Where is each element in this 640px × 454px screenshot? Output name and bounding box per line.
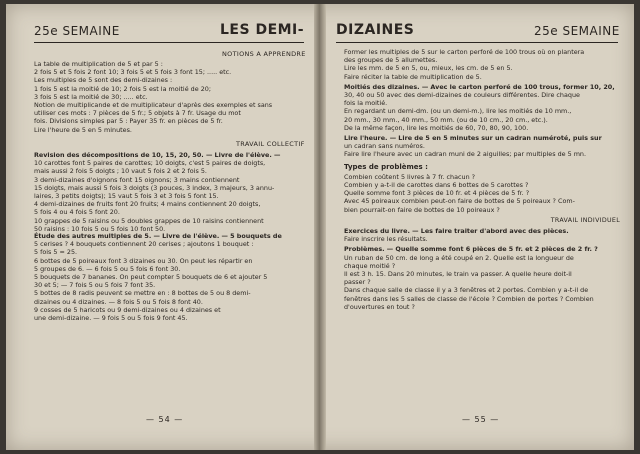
left-page-number: — 54 — (146, 415, 184, 424)
left-week-label: 25e SEMAINE (34, 24, 120, 38)
problem-type-line: Avec 45 poireaux combien peut-on faire de bottes de 5 poireaux ? Com- (344, 197, 575, 206)
notions-line: 3 fois 5 est la moitié de 30; ..... etc. (34, 92, 148, 101)
right-title-wrap (336, 22, 414, 38)
left-title-wrap (220, 22, 304, 38)
study-line: 5 bouquets de 7 bananes. On peut compter 5 bouquets de 6 et ajouter 5 (34, 273, 268, 282)
right-content (344, 48, 620, 311)
problem-type-line: Combien coûtent 5 livres à 7 fr. chacun ? (344, 172, 476, 181)
right-header-rule (336, 42, 618, 43)
probleme-line: chaque moitié ? (344, 261, 396, 270)
revision-line: laires, 3 petits doigts); 15 vaut 5 fois 3 et 3 fois 5 font 15. (34, 192, 219, 201)
notions-line: utiliser ces mots : 7 pièces de 5 fr.; 5 objets à 7 fr. Usage du mot (34, 109, 241, 118)
right-week-label: 25e SEMAINE (534, 24, 620, 38)
study-title: Étude des autres multiples de 5. — Livre de l'élève. — 5 bouquets de (34, 232, 282, 240)
revision-line: 10 carottes font 5 paires de carottes; 10 doigts, c'est 5 paires de doigts, (34, 159, 266, 168)
exercices-title: Exercices du livre. — Les faire traiter d'abord avec des pièces. (344, 227, 569, 236)
study-line: 5 fois 5 = 25. (34, 248, 78, 257)
study-block (34, 230, 306, 322)
notions-line: La table de multiplication de 5 et par 5 : (34, 60, 163, 68)
problem-type-line: Combien y a-t-il de carottes dans 6 bottes de 5 carottes ? (344, 181, 529, 190)
left-header-rule (34, 42, 304, 43)
notions-block (34, 60, 306, 134)
book-spread (6, 4, 634, 450)
probleme-line: Dans chaque salle de classe il y a 3 fenêtres et 2 portes. Combien y a-t-il de (344, 286, 589, 295)
notions-line: 1 fois 5 est la moitié de 10; 2 fois 5 est la moitié de 20; (34, 84, 211, 93)
probleme-line: passer ? (344, 278, 371, 287)
notions-line: Les multiples de 5 sont des demi-dizaines : (34, 76, 173, 85)
heure-line: Faire lire l'heure avec un cadran muni de 2 aiguilles; par multiples de 5 mn. (344, 150, 586, 159)
revision-line: 3 demi-dizaines d'oignons font 15 oignons; 3 mains contiennent (34, 175, 240, 184)
study-line: dizaines ou 4 dizaines. — 8 fois 5 ou 5 fois 8 font 40. (34, 297, 203, 306)
right-page-title: DIZAINES (336, 22, 415, 38)
notions-line: 2 fois 5 et 5 fois 2 font 10; 3 fois 5 et 5 fois 3 font 15; ..... etc. (34, 68, 232, 77)
heure-line: un cadran sans numéros. (344, 142, 425, 151)
intro-line: Former les multiples de 5 sur le carton perforé de 100 trous où on plantera (344, 48, 585, 56)
section-notions: NOTIONS A APPRENDRE (222, 50, 306, 58)
revision-block (34, 149, 306, 233)
study-line: 5 groupes de 6. — 6 fois 5 ou 5 fois 6 font 30. (34, 264, 181, 273)
right-page-number: — 55 — (462, 415, 500, 424)
intro-line: des groupes de 5 allumettes. (344, 56, 438, 65)
left-header (34, 24, 120, 38)
study-line: 5 cerises ? 4 bouquets contiennent 20 cerises ; ajoutons 1 bouquet : (34, 240, 254, 249)
moities-title: Moitiés des dizaines. — Avec le carton perforé de 100 trous, former 10, 20, (344, 82, 615, 91)
problem-types-title: Types de problèmes : (344, 162, 428, 171)
moities-line: 20 mm., 30 mm., 40 mm., 50 mm. (ou de 10 cm., 20 cm., etc.). (344, 115, 548, 124)
notions-line: fois. Divisions simples par 5 : Payer 35 fr. en pièces de 5 fr. (34, 117, 223, 126)
moities-line: fois la moitié. (344, 99, 388, 108)
revision-line: 15 doigts, mais aussi 5 fois 3 doigts (3 pouces, 3 index, 3 majeurs, 3 annu- (34, 183, 275, 192)
revision-line: 10 grappes de 5 raisins ou 5 doubles grappes de 10 raisins contiennent (34, 216, 264, 225)
left-page (6, 4, 318, 450)
right-header (534, 24, 620, 38)
probleme-line: fenêtres dans les 5 salles de classe de l'école ? Combien de portes ? Combien (344, 294, 594, 303)
probleme-line: Un ruban de 50 cm. de long a été coupé en 2. Quelle est la longueur de (344, 253, 574, 262)
revision-line: 50 raisins : 10 fois 5 ou 5 fois 10 font 50. (34, 224, 166, 233)
study-line: 5 bottes de 8 radis peuvent se mettre en : 8 bottes de 5 ou 8 demi- (34, 289, 251, 298)
probleme-line: Il est 3 h. 15. Dans 20 minutes, le train va passer. A quelle heure doit-il (344, 270, 572, 279)
study-line: 30 et 5; — 7 fois 5 ou 5 fois 7 font 35. (34, 281, 156, 290)
moities-line: 30, 40 ou 50 avec des demi-dizaines de couleurs différentes. Dire chaque (344, 91, 580, 100)
notions-line: Notion de multiplicande et de multiplicateur d'après des exemples et sans (34, 101, 273, 110)
section-travail-collectif: TRAVAIL COLLECTIF (236, 140, 305, 148)
study-line: 6 bottes de 5 poireaux font 3 dizaines ou 30. On peut les répartir en (34, 256, 253, 265)
revision-line: 4 demi-dizaines de fruits font 20 fruits; 4 mains contiennent 20 doigts, (34, 200, 261, 209)
heure-title: Lire l'heure. — Lire de 5 en 5 minutes sur un cadran numéroté, puis sur (344, 134, 602, 143)
problemes-title: Problèmes. — Quelle somme font 6 pièces de 5 fr. et 2 pièces de 2 fr. ? (344, 245, 598, 254)
moities-line: En regardant un demi-dm. (ou un demi-m.), lire les moitiés de 10 mm., (344, 107, 572, 116)
problem-type-line: bien pourrait-on faire de bottes de 10 poireaux ? (344, 205, 500, 214)
study-line: 9 cosses de 5 haricots ou 9 demi-dizaines ou 4 dizaines et (34, 305, 221, 314)
notions-line: Lire l'heure de 5 en 5 minutes. (34, 125, 132, 134)
study-line: une demi-dizaine. — 9 fois 5 ou 5 fois 9 font 45. (34, 314, 188, 323)
revision-line: mais aussi 2 fois 5 doigts ; 10 vaut 5 fois 2 et 2 fois 5. (34, 167, 207, 176)
revision-title: Revision des décompositions de 10, 15, 20, 50. — Livre de l'élève. — (34, 151, 281, 159)
section-travail-individuel: TRAVAIL INDIVIDUEL (550, 216, 620, 224)
intro-line: Lire les mm. de 5 en 5, ou, mieux, les cm. de 5 en 5. (344, 64, 513, 73)
exercices-line: Faire inscrire les résultats. (344, 235, 428, 244)
moities-line: De la même façon, lire les moitiés de 60, 70, 80, 90, 100. (344, 123, 529, 132)
left-page-title: LES DEMI- (220, 22, 305, 38)
probleme-line: d'ouvertures en tout ? (344, 302, 415, 311)
revision-line: 5 fois 4 ou 4 fois 5 font 20. (34, 208, 120, 217)
intro-line: Faire réciter la table de multiplication de 5. (344, 72, 482, 81)
problem-type-line: Quelle somme font 3 pièces de 10 fr. et 4 pièces de 5 fr. ? (344, 189, 530, 198)
right-page (322, 4, 634, 450)
